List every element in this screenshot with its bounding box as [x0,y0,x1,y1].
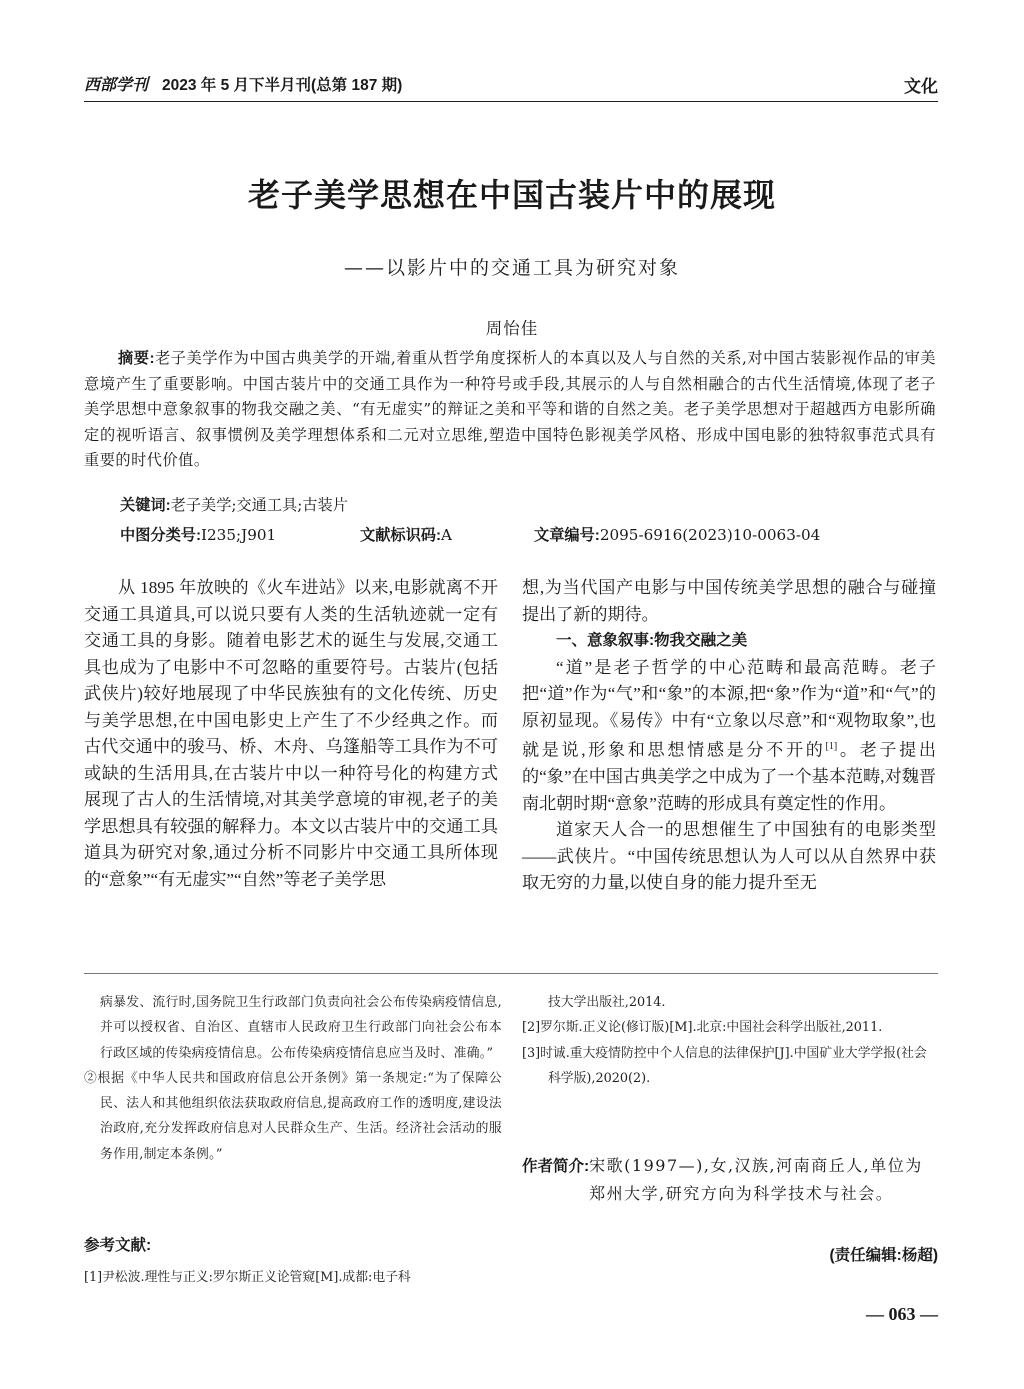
author-name: 周怡佳 [485,319,539,338]
footnote-divider [84,973,938,974]
reference-1: [1]尹松波.理性与正义:罗尔斯正义论管窥[M].成都:电子科 [84,1270,411,1285]
body-paragraph: 从 1895 年放映的《火车进站》以来,电影就离不开交通工具道具,可以说只要有人类的生活轨迹就一定有交通工具的身影。随着电影艺术的诞生与发展,交通工具也成为了电影中不可忽略的重要符号。古装片(包括武侠片)较好地展现了中华民族独有的文化传统、历史与美学思想,在中国电影史上产生了不少经典之作。而古代交通中的骏马、桥、木舟、乌篷船等工具作为不可或缺的生活用具,在古装片中以一种符号化的构建方式展现了古人的生活情境,对其美学意境的审视,老子的美学思想具有较强的解释力。本文以古装片中的交通工具道具为研究对象,通过分析不同影片中交通工具所体现的“意象”“有无虚实”“自然”等老子美学思 [84,578,498,889]
author-bio [522,1152,936,1207]
page-number: — 063 — [866,1304,938,1324]
keywords-text: 老子美学;交通工具;古装片 [170,496,348,514]
issue-info: 2023 年 5 月下半月刊(总第 187 期) [162,77,403,94]
keywords [120,494,348,515]
references-heading: 参考文献: [84,1237,152,1254]
doc-value: A [441,526,452,544]
document-code [360,524,452,545]
clc-label: 中图分类号: [120,527,201,544]
paragraph-text: “道”是老子哲学的中心范畴和最高范畴。老子把“道”作为“气”和“象”的本源,把“象”作为“道”和“气”的原初显现。《易传》中有“立象以尽意”和“观物取象”,也就是说,形象和思想情感是分不开的 [522,657,936,760]
reference-2: [2]罗尔斯.正义论(修订版)[M].北京:中国社会科学出版社,2011. [522,1020,883,1036]
body-column-left [84,575,498,893]
article-value: 2095-6916(2023)10-0063-04 [599,526,821,544]
reference-3: [3]时诚.重大疫情防控中个人信息的法律保护[J].中国矿业大学学报(社会科学版),2020(2). [522,1045,927,1086]
reference-1-continued: 技大学出版社,2014. [548,995,666,1010]
footnote-2: ②根据《中华人民共和国政府信息公开条例》第一条规定:“为了保障公民、法人和其他组织依法获取政府信息,提高政府工作的透明度,建设法治政府,充分发挥政府信息对人民群众生产、生活。经济社会活动的服务作用,制定本条例。” [84,1070,502,1162]
paragraph-text: 。老子提出的“象”在中国古典美学之中成为了一个基本范畴,对魏晋南北朝时期“意象”范畴的形成具有奠定性的作用。 [522,740,936,813]
body-paragraph [522,655,936,818]
section-name: 文化 [904,77,938,96]
section-heading: 一、意象叙事:物我交融之美 [556,632,748,649]
body-paragraph: 想,为当代国产电影与中国传统美学思想的融合与碰撞提出了新的期待。 [522,578,936,624]
article-title: 老子美学思想在中国古装片中的展现 [247,176,776,214]
footnote-continued: 病暴发、流行时,国务院卫生行政部门负责向社会公布传染病疫情信息,并可以授权省、自治区、直辖市人民政府卫生行政部门向社会公布本行政区域的传染病疫情信息。公布传染病疫情信息应当及时、准确。” [100,995,502,1061]
article-label: 文章编号: [534,527,600,544]
header-rule [84,101,938,102]
abstract-label: 摘要: [118,350,155,367]
responsible-editor: (责任编辑:杨超) [829,1247,938,1264]
bio-text: 宋歌(1997—),女,汉族,河南商丘人,单位为郑州大学,研究方向为科学技术与社会。 [589,1156,923,1203]
journal-name: 西部学刊 [84,75,149,94]
citation-marker: [1] [825,741,838,752]
references-list [522,990,936,1091]
abstract [84,346,936,474]
body-column-right [522,575,936,897]
running-header [84,72,938,98]
bio-label: 作者简介: [522,1158,590,1175]
doc-label: 文献标识码: [360,527,441,544]
footnotes [84,990,502,1167]
clc-number [120,524,276,545]
abstract-text: 老子美学作为中国古典美学的开端,着重从哲学角度探析人的本真以及人与自然的关系,对中国古装影视作品的审美意境产生了重要影响。中国古装片中的交通工具作为一种符号或手段,其展示的人与自然相融合的古代生活情境,体现了老子美学思想中意象叙事的物我交融之美、“有无虚实”的辩证之美和平等和谐的自然之美。老子美学思想对于超越西方电影所确定的视听语言、叙事惯例及美学理想体系和二元对立思维,塑造中国特色影视美学风格、形成中国电影的独特叙事范式具有重要的时代价值。 [84,349,936,470]
article-number [534,524,820,545]
keywords-label: 关键词: [120,497,171,514]
body-paragraph: 道家天人合一的思想催生了中国独有的电影类型——武侠片。“中国传统思想认为人可以从自然界中获取无穷的力量,以使自身的能力提升至无 [522,820,936,893]
clc-value: I235;J901 [201,526,277,544]
article-subtitle: ——以影片中的交通工具为研究对象 [343,257,680,279]
